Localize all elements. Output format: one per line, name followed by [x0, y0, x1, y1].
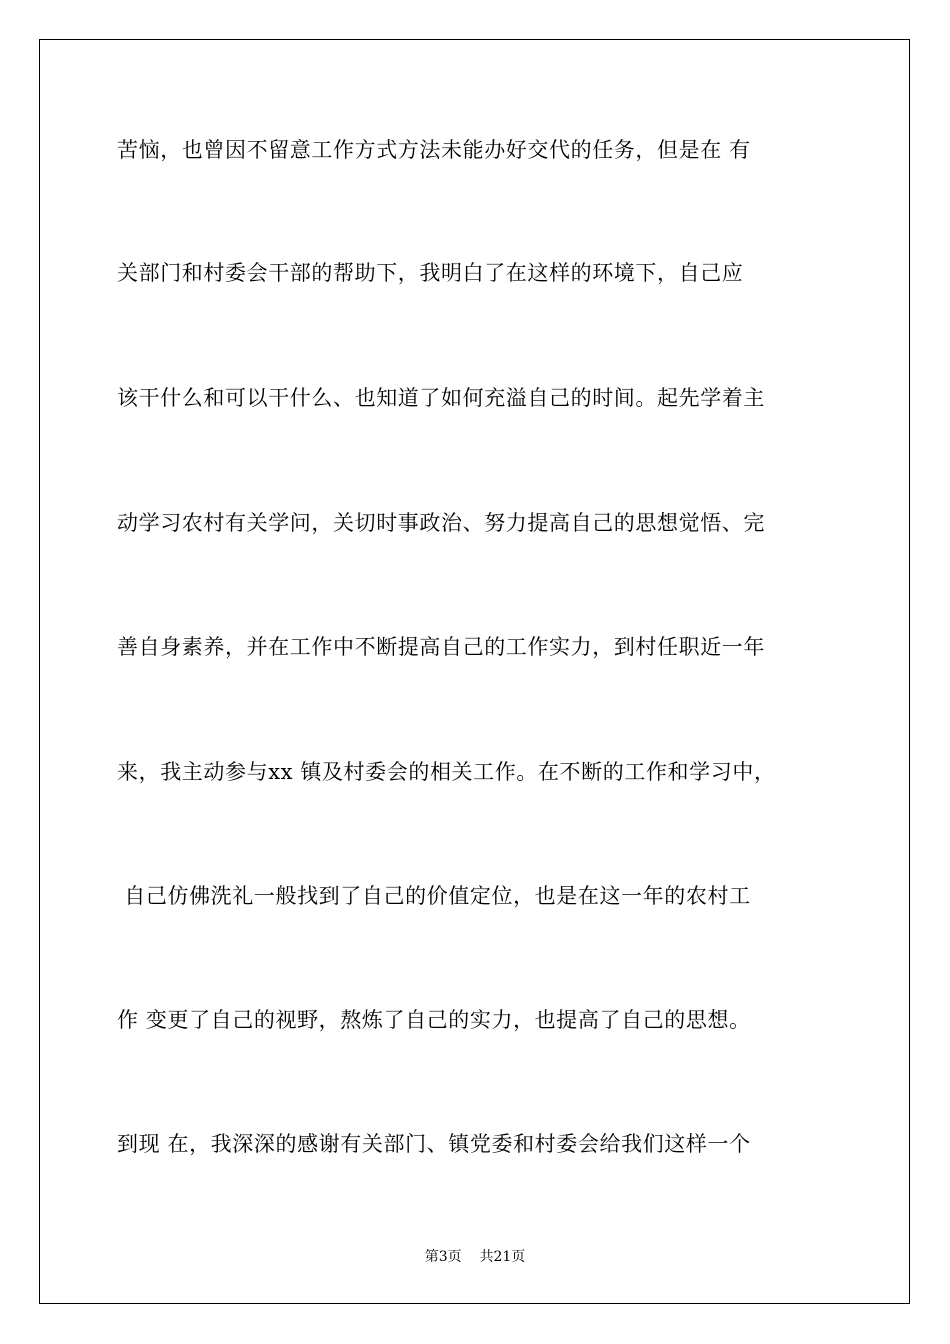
body-text-line: 到现 在，我深深的感谢有关部门、镇党委和村委会给我们这样一个: [117, 1132, 751, 1156]
page-border: [39, 39, 910, 1304]
body-text-line: 来，我主动参与xx 镇及村委会的相关工作。在不断的工作和学习中，: [117, 760, 776, 784]
body-text-line: 自己仿佛洗礼一般找到了自己的价值定位，也是在这一年的农村工: [117, 884, 751, 908]
body-text-line: 善自身素养，并在工作中不断提高自己的工作实力，到村任职近一年: [117, 635, 765, 659]
body-text-line: 该干什么和可以干什么、也知道了如何充溢自己的时间。起先学着主: [117, 386, 765, 410]
page-footer: [0, 1247, 950, 1267]
body-text-line: 作 变更了自己的视野，熬炼了自己的实力，也提高了自己的思想。: [117, 1008, 751, 1032]
total-pages: 共21页: [479, 1249, 526, 1265]
body-text-line: 苦恼，也曾因不留意工作方式方法未能办好交代的任务，但是在 有: [117, 138, 751, 162]
body-text-line: 关部门和村委会干部的帮助下，我明白了在这样的环境下，自己应: [117, 261, 744, 285]
page-number: 第3页: [424, 1249, 462, 1265]
body-text-line: 动学习农村有关学问，关切时事政治、努力提高自己的思想觉悟、完: [117, 511, 765, 535]
